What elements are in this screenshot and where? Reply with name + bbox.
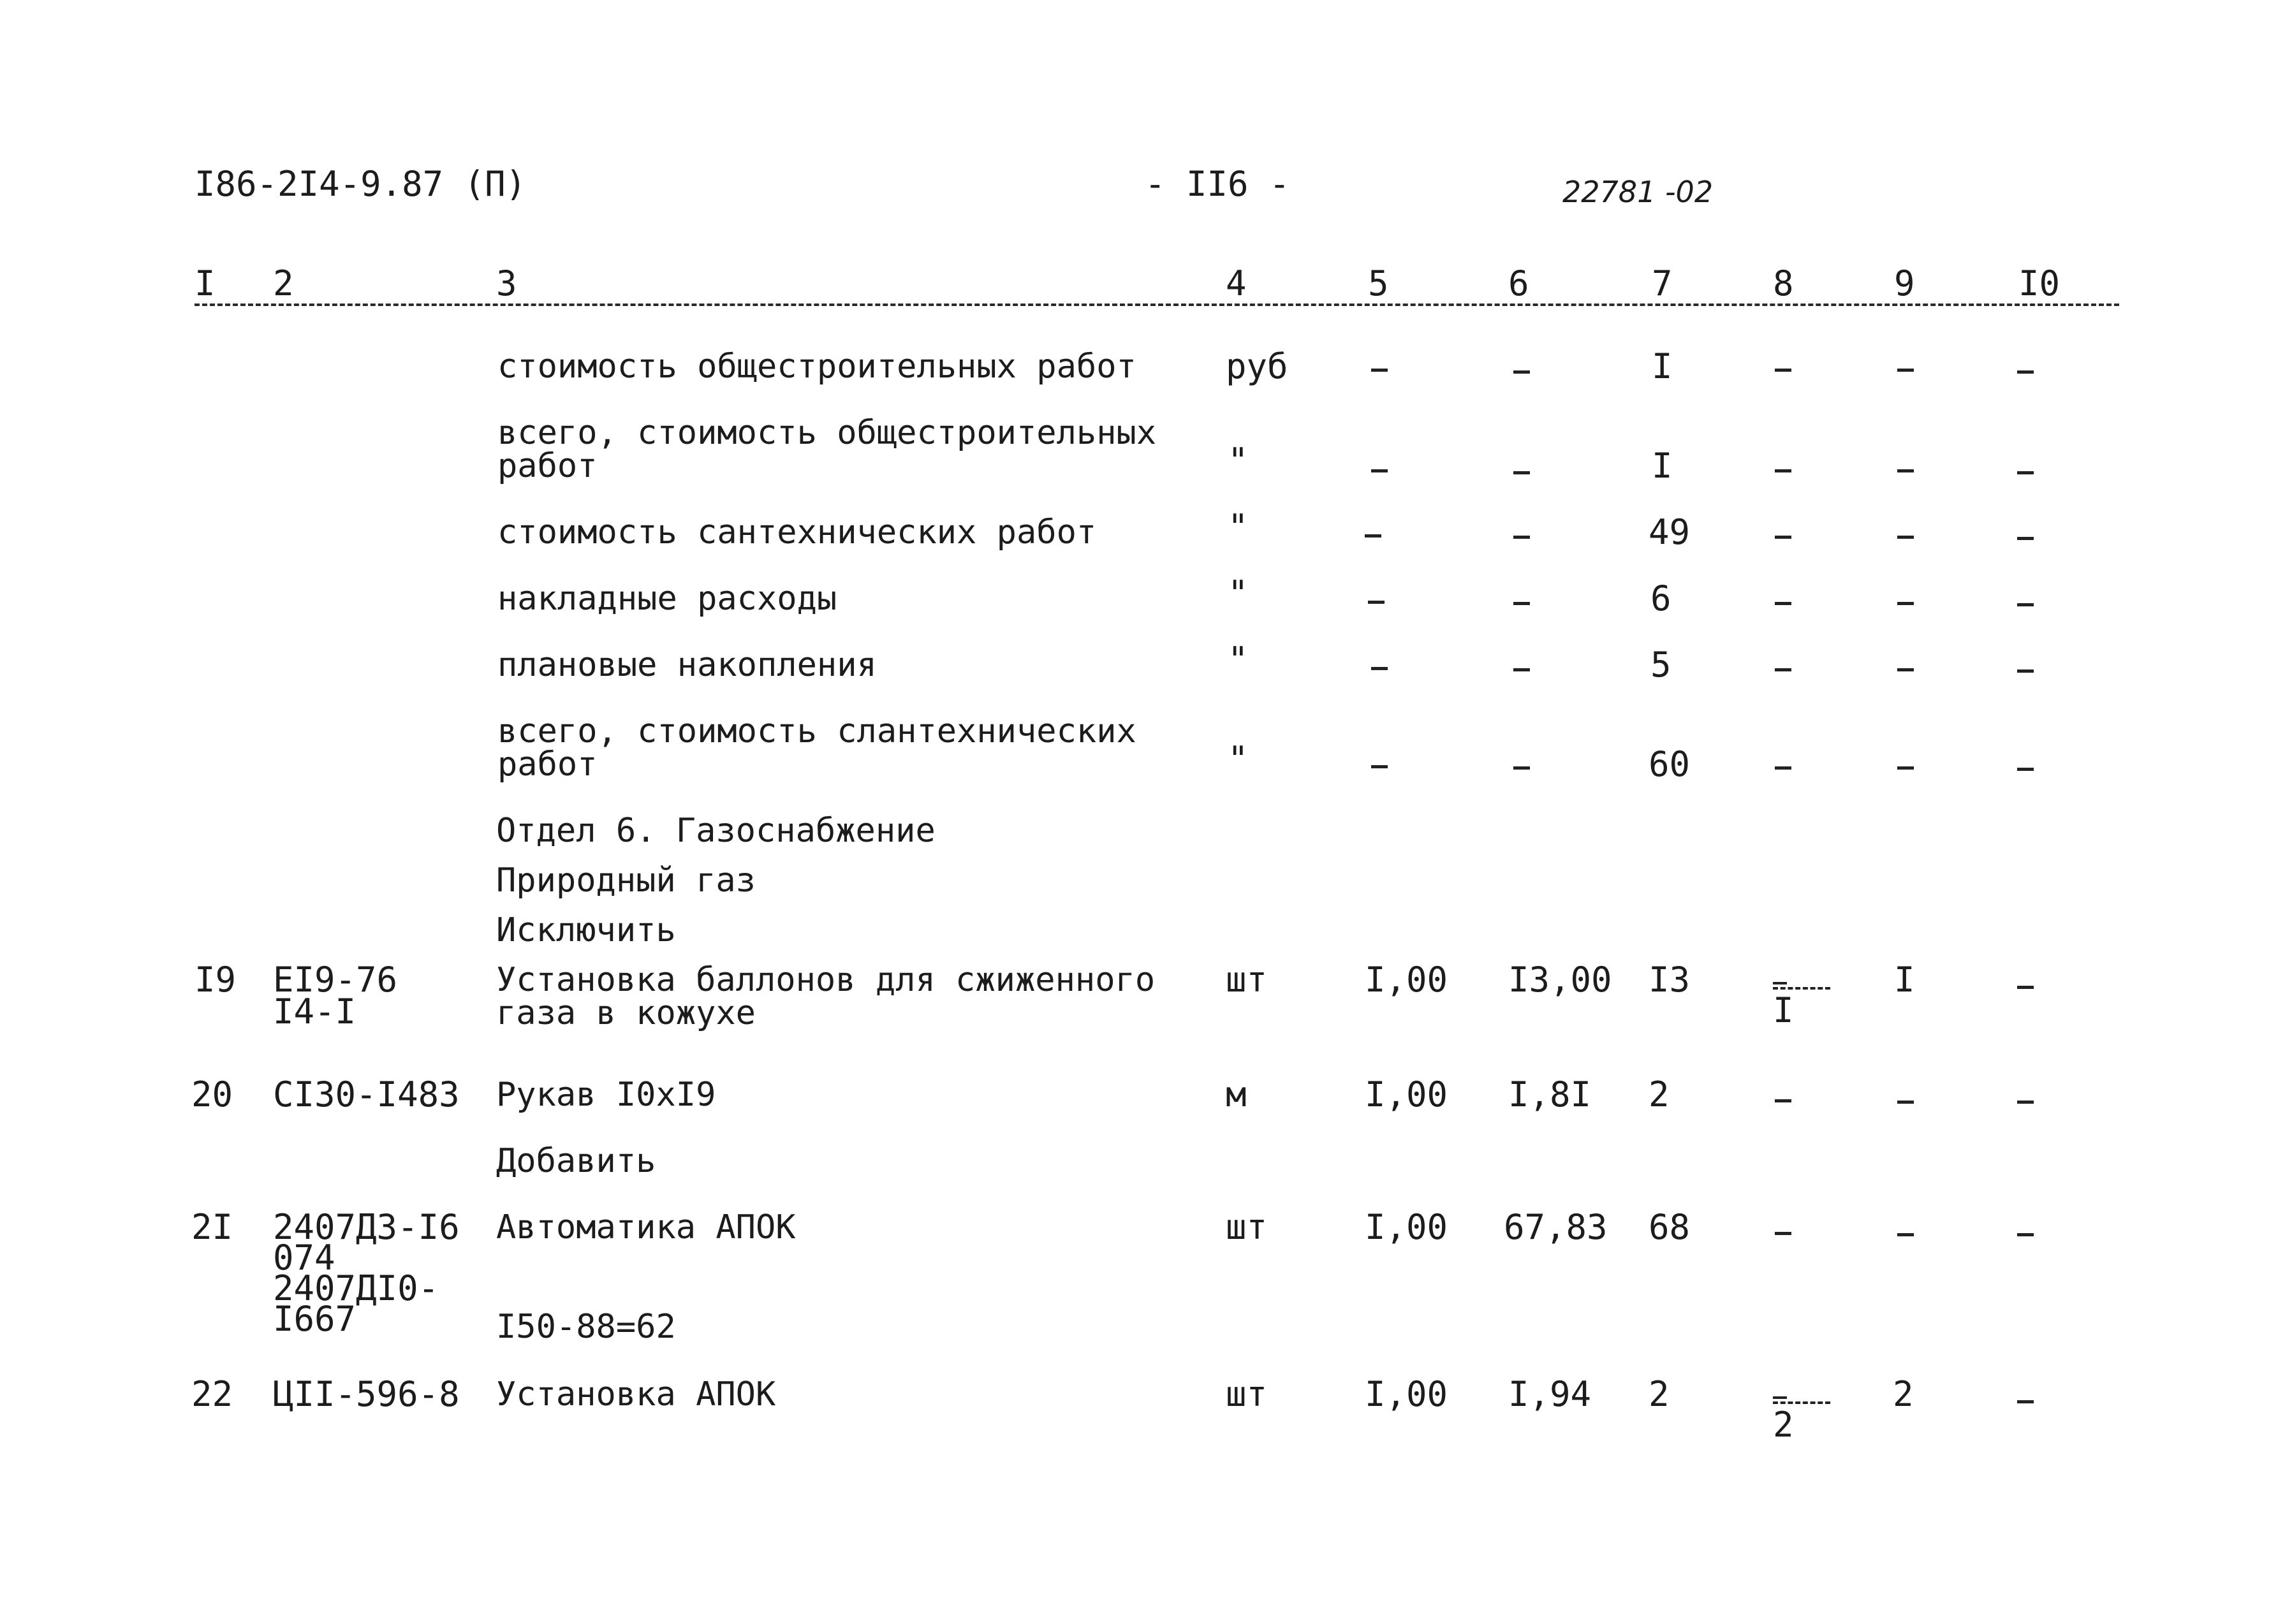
row-quantity: I,00 <box>1365 1207 1448 1247</box>
row-unit: " <box>1228 640 1249 680</box>
col-header-2: 2 <box>273 263 294 304</box>
row-number: 2I <box>191 1207 233 1247</box>
row-description: плановые накопления <box>497 646 877 684</box>
row-price: I,8I <box>1508 1074 1592 1115</box>
add-label: Добавить <box>496 1142 656 1180</box>
col-header-8: 8 <box>1773 263 1794 304</box>
row-col7: 49 <box>1649 512 1691 552</box>
empty-dash <box>2017 669 2034 673</box>
col-header-3: 3 <box>496 263 517 304</box>
empty-dash <box>1897 602 1914 605</box>
empty-dash <box>1897 1233 1914 1236</box>
row-unit: шт <box>1226 1207 1268 1247</box>
document-code: I86-2I4-9.87 (П) <box>195 164 527 204</box>
handwritten-number: 22781 -02 <box>1562 175 1714 209</box>
row-unit: шт <box>1226 960 1268 1000</box>
empty-dash <box>2017 603 2034 606</box>
row-col7: 2 <box>1649 1074 1670 1115</box>
row-code: ЦII-596-8 <box>273 1374 460 1414</box>
empty-dash <box>1368 601 1385 604</box>
row-unit: руб <box>1226 346 1288 386</box>
empty-dash <box>1513 766 1530 770</box>
empty-dash <box>1897 766 1914 770</box>
header-rule <box>195 304 2119 306</box>
empty-dash <box>1775 602 1791 605</box>
empty-dash <box>2017 370 2034 374</box>
empty-dash <box>1513 370 1530 374</box>
empty-dash <box>1513 471 1530 474</box>
row-description: Установка баллонов для сжиженного газа в кожухе <box>496 961 1156 1032</box>
row-unit: м <box>1226 1074 1247 1115</box>
row-note: I50-88=62 <box>496 1308 676 1346</box>
row-price: 67,83 <box>1504 1207 1608 1247</box>
empty-dash <box>1513 668 1530 671</box>
row-quantity: I,00 <box>1365 960 1448 1000</box>
empty-dash <box>1775 1232 1791 1235</box>
empty-dash <box>1365 534 1381 538</box>
empty-dash <box>2017 1233 2034 1236</box>
empty-dash <box>1371 667 1388 670</box>
col-header-7: 7 <box>1652 263 1673 304</box>
fraction-bottom: I <box>1773 990 1794 1030</box>
col-header-1: I <box>195 263 216 304</box>
row-unit: " <box>1228 441 1249 481</box>
section-title: Отдел 6. Газоснабжение <box>496 812 936 850</box>
row-code: EI9-76 I4-I <box>273 960 398 1032</box>
row-quantity: I,00 <box>1365 1374 1448 1414</box>
fraction-col8 <box>1773 982 1830 1028</box>
empty-dash <box>1371 469 1388 472</box>
fraction-bar <box>1773 1401 1830 1404</box>
row-col7: 2 <box>1649 1374 1670 1414</box>
row-col7: 68 <box>1649 1207 1691 1247</box>
row-number: I9 <box>195 960 237 1000</box>
empty-dash <box>1775 469 1791 472</box>
row-unit: " <box>1228 507 1249 547</box>
empty-dash <box>1371 369 1388 372</box>
empty-dash <box>1897 1101 1914 1104</box>
row-description: всего, стоимость общестроительных работ <box>497 414 1157 485</box>
row-price: I3,00 <box>1508 960 1612 1000</box>
empty-dash <box>1775 766 1791 770</box>
empty-dash <box>2017 986 2034 989</box>
page-number: - II6 - <box>1145 164 1290 204</box>
row-description: всего, стоимость слантехнических работ <box>497 712 1136 784</box>
row-col7: 6 <box>1650 578 1671 618</box>
row-col9: 2 <box>1893 1374 1914 1414</box>
empty-dash <box>2017 1101 2034 1104</box>
empty-dash <box>1775 1099 1791 1102</box>
empty-dash <box>1897 668 1914 671</box>
fraction-bottom: 2 <box>1773 1405 1794 1445</box>
row-code: 2407Д3-I6 074 2407ДI0- I667 <box>273 1207 460 1339</box>
empty-dash <box>1897 469 1914 472</box>
empty-dash <box>1371 765 1388 768</box>
row-col7: 60 <box>1649 744 1691 784</box>
row-quantity: I,00 <box>1365 1074 1448 1115</box>
section-subtitle: Природный газ <box>496 861 756 900</box>
fraction-col8 <box>1773 1396 1830 1445</box>
row-col9: I <box>1894 960 1915 1000</box>
fraction-top-dash <box>1773 982 1787 984</box>
row-col7: I <box>1652 446 1673 486</box>
row-description: Рукав I0xI9 <box>496 1076 716 1114</box>
row-code: CI30-I483 <box>273 1074 460 1115</box>
empty-dash <box>1775 536 1791 539</box>
row-price: I,94 <box>1508 1374 1592 1414</box>
empty-dash <box>2017 537 2034 540</box>
row-unit: " <box>1228 573 1249 613</box>
row-description: Установка АПОК <box>496 1375 776 1414</box>
row-unit: шт <box>1226 1374 1268 1414</box>
row-description: стоимость общестроительных работ <box>497 347 1136 386</box>
row-col7: I <box>1652 346 1673 386</box>
fraction-bar <box>1773 987 1830 990</box>
empty-dash <box>2017 768 2034 771</box>
fraction-top-dash <box>1773 1396 1787 1399</box>
row-description: стоимость сантехнических работ <box>497 513 1097 552</box>
empty-dash <box>1775 369 1791 372</box>
empty-dash <box>1775 668 1791 671</box>
col-header-10: I0 <box>2018 263 2061 304</box>
row-description: Автоматика АПОК <box>496 1208 796 1247</box>
empty-dash <box>1513 536 1530 539</box>
row-number: 22 <box>191 1374 233 1414</box>
col-header-9: 9 <box>1894 263 1915 304</box>
exclude-label: Исключить <box>496 911 676 949</box>
row-col7: I3 <box>1649 960 1691 1000</box>
col-header-5: 5 <box>1368 263 1389 304</box>
empty-dash <box>1513 602 1530 605</box>
row-col7: 5 <box>1650 645 1671 685</box>
empty-dash <box>1897 369 1914 372</box>
empty-dash <box>1897 536 1914 539</box>
col-header-4: 4 <box>1226 263 1247 304</box>
row-unit: " <box>1228 739 1249 779</box>
empty-dash <box>2017 471 2034 474</box>
row-number: 20 <box>191 1074 233 1115</box>
row-description: накладные расходы <box>497 580 837 618</box>
col-header-6: 6 <box>1508 263 1529 304</box>
empty-dash <box>2017 1400 2034 1403</box>
